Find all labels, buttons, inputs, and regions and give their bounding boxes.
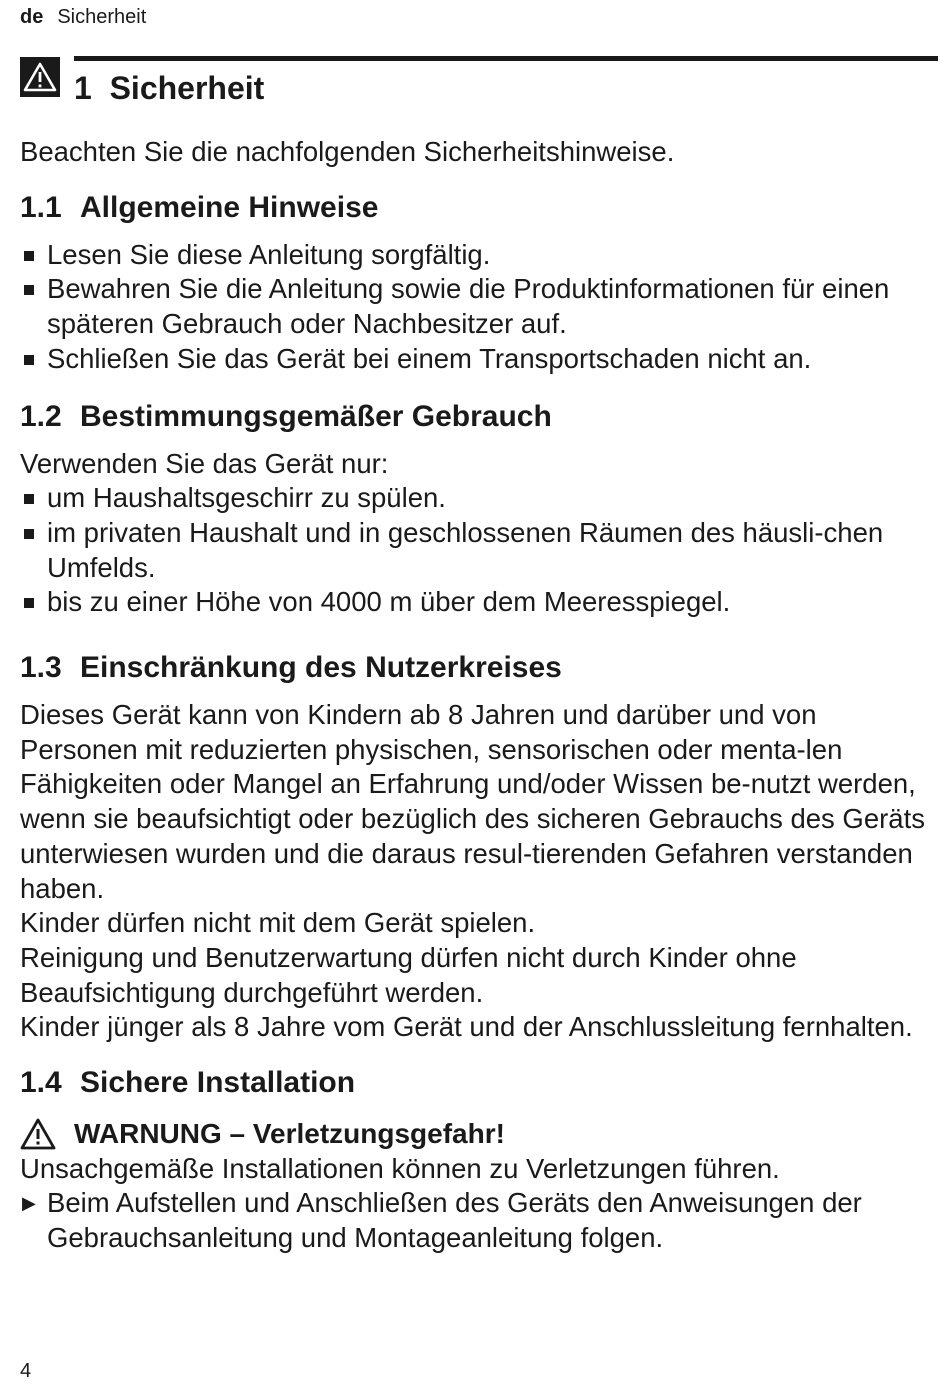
intended-use-list <box>20 481 935 620</box>
chapter-warning-icon <box>20 57 60 97</box>
instruction-step <box>20 1186 935 1255</box>
paragraph: Reinigung und Benutzerwartung dürfen nicht durch Kinder ohne Beaufsichtigung durchgeführt werden. <box>20 941 797 1008</box>
page-content <box>20 135 935 1256</box>
step-text: Beim Aufstellen und Anschließen des Geräts den Anweisungen der Gebrauchsanleitung und Montageanleitung folgen. <box>47 1187 862 1254</box>
chapter-title-text: Sicherheit <box>109 70 265 106</box>
section-title: Bestimmungsgemäßer Gebrauch <box>80 399 552 433</box>
section-title: Einschränkung des Nutzerkreises <box>80 651 562 685</box>
warning-triangle-icon <box>20 1118 56 1150</box>
section-1-2-heading <box>20 399 935 435</box>
general-notes-list <box>20 238 935 377</box>
page-number: 4 <box>20 1360 32 1382</box>
chapter-title <box>74 70 264 107</box>
language-code: de <box>20 6 44 28</box>
intro-text: Beachten Sie die nachfolgenden Sicherheitshinweise. <box>20 136 675 167</box>
intended-use-lead: Verwenden Sie das Gerät nur: <box>20 447 389 479</box>
section-title: Sichere Installation <box>80 1066 356 1100</box>
list-item: bis zu einer Höhe von 4000 m über dem Meeresspiegel. <box>20 585 935 620</box>
section-number: 1.3 <box>20 651 62 685</box>
section-title: Allgemeine Hinweise <box>80 190 379 224</box>
section-1-4-heading <box>20 1065 935 1101</box>
warning-text: Unsachgemäße Installationen können zu Verletzungen führen. <box>20 1152 780 1184</box>
list-item: Lesen Sie diese Anleitung sorgfältig. <box>20 238 935 273</box>
warning-heading <box>20 1117 935 1152</box>
list-item: Bewahren Sie die Anleitung sowie die Produktinformationen für einen späteren Gebrauch oder Nachbesitzer auf. <box>20 272 935 341</box>
paragraph: Dieses Gerät kann von Kindern ab 8 Jahren und darüber und von Personen mit reduzierten physischen, sensorischen oder menta-len Fähigkeiten oder Mangel an Erfahrung und/oder Wissen be-nutzt werden, wenn sie beaufsichtigt oder bezüglich des sicheren Gebrauchs des Geräts unterwiesen wurden und die daraus resul-tierenden Gefahren verstanden haben. <box>20 699 925 904</box>
paragraph: Kinder dürfen nicht mit dem Gerät spielen. <box>20 907 536 939</box>
paragraph: Kinder jünger als 8 Jahre vom Gerät und der Anschlussleitung fernhalten. <box>20 1011 913 1043</box>
section-number: 1.2 <box>20 399 62 433</box>
user-restriction-text <box>20 698 935 1045</box>
section-number: 1.4 <box>20 1066 62 1100</box>
chapter-rule <box>74 56 938 61</box>
chapter-number: 1 <box>74 70 92 106</box>
warning-title: WARNUNG – Verletzungsgefahr! <box>74 1118 505 1150</box>
section-number: 1.1 <box>20 190 62 224</box>
section-1-3-heading <box>20 650 935 686</box>
section-1-1-heading <box>20 190 935 226</box>
header-section: Sicherheit <box>57 6 147 28</box>
running-header <box>20 6 146 29</box>
arrow-right-icon: ▶ <box>22 1193 36 1214</box>
list-item: im privaten Haushalt und in geschlossenen Räumen des häusli-chen Umfelds. <box>20 516 935 585</box>
list-item: Schließen Sie das Gerät bei einem Transportschaden nicht an. <box>20 342 935 377</box>
list-item: um Haushaltsgeschirr zu spülen. <box>20 481 935 516</box>
